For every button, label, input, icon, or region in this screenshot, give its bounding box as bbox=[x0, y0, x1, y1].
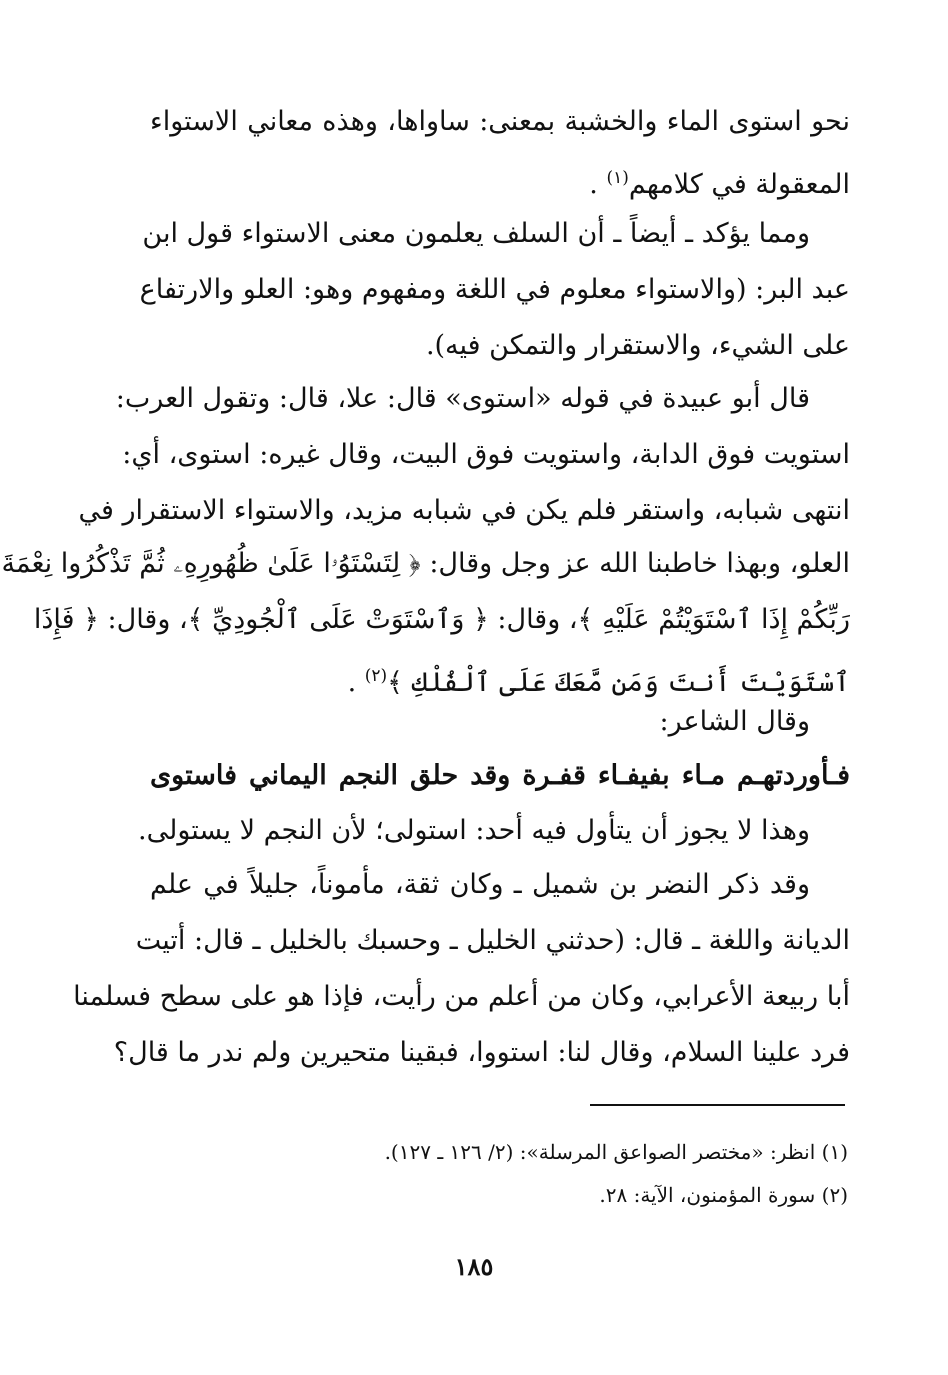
body-line-17: أبا ربيعة الأعرابي، وكان من أعلم من رأيت، فإذا هو على سطح فسلمنا bbox=[73, 981, 850, 1012]
page-number: ١٨٥ bbox=[454, 1252, 494, 1281]
body-line-16: الديانة واللغة ـ قال: (حدثني الخليل ـ وحسبك بالخليل ـ قال: أتيت bbox=[135, 925, 850, 956]
body-line-8: انتهى شبابه، واستقر فلم يكن في شبابه مزيد، والاستواء الاستقرار في bbox=[78, 495, 850, 526]
footnote-separator bbox=[590, 1104, 845, 1106]
body-line-2-text: المعقولة في كلامهم bbox=[628, 169, 850, 200]
body-line-3: ومما يؤكد ـ أيضاً ـ أن السلف يعلمون معنى الاستواء قول ابن bbox=[142, 218, 810, 249]
body-line-10-quran: رَبِّكُمْ إِذَا ٱسْتَوَيْتُمْ عَلَيْهِ ﴾، وقال: ﴿ وَٱسْتَوَتْ عَلَى ٱلْجُودِيِّ ﴾، وقال: ﴿ فَإِذَا bbox=[33, 604, 850, 635]
body-line-4: عبد البر: (والاستواء معلوم في اللغة ومفهوم وهو: العلو والارتفاع bbox=[139, 274, 850, 305]
footnote-1: (١) انظر: «مختصر الصواعق المرسلة»: (٢/ ١٢٦ ـ ١٢٧). bbox=[384, 1140, 848, 1164]
body-line-1: نحو استوى الماء والخشبة بمعنى: ساواها، وهذه معاني الاستواء bbox=[150, 106, 850, 137]
line-end-period: . bbox=[589, 169, 598, 200]
footnote-ref-2: (٢) bbox=[364, 666, 388, 686]
body-line-18: فرد علينا السلام، وقال لنا: استووا، فبقينا متحيرين ولم ندر ما قال؟ bbox=[113, 1037, 850, 1068]
body-line-6: قال أبو عبيدة في قوله «استوى» قال: علا، قال: وتقول العرب: bbox=[115, 383, 810, 414]
body-line-7: استويت فوق الدابة، واستويت فوق البيت، وقال غيره: استوى، أي: bbox=[122, 439, 850, 470]
body-line-5: على الشيء، والاستقرار والتمكن فيه). bbox=[425, 330, 850, 361]
quran-verse-text: ٱسْتَوَيْتَ أَنتَ وَمَن مَّعَكَ عَلَى ٱلْفُلْكِ ﴾ bbox=[387, 667, 850, 698]
poet-intro: وقال الشاعر: bbox=[659, 706, 810, 737]
body-line-14: وهذا لا يجوز أن يتأول فيه أحد: استولى؛ لأن النجم لا يستولى. bbox=[138, 815, 810, 846]
footnote-ref-1: (١) bbox=[606, 168, 629, 188]
poem-verse: فـأوردتهـم مـاء بفيفـاء قفـرة وقد حلق النجم اليماني فاستوى bbox=[150, 760, 850, 791]
body-line-9-quran: العلو، وبهذا خاطبنا الله عز وجل وقال: ﴿ لِتَسْتَوُۥا عَلَىٰ ظُهُورِهِۦ ثُمَّ تَذْكُرُوا نِعْمَةَ bbox=[1, 548, 850, 579]
body-line-2 bbox=[150, 153, 850, 210]
body-line-15: وقد ذكر النضر بن شميل ـ وكان ثقة، مأموناً، جليلاً في علم bbox=[150, 869, 810, 900]
line-end-period-2: . bbox=[347, 667, 357, 698]
footnote-2: (٢) سورة المؤمنون، الآية: ٢٨. bbox=[599, 1183, 848, 1207]
